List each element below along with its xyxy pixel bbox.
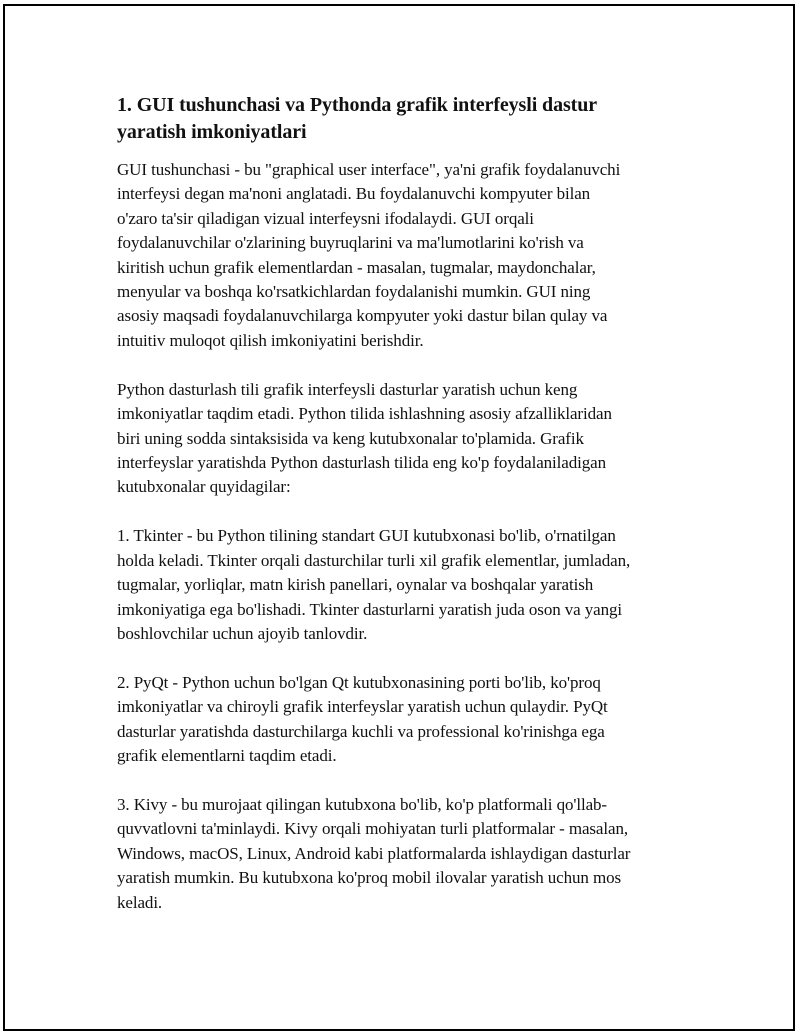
text-line: 3. Kivy - bu murojaat qilingan kutubxona bo'lib, ko'p platformali qo'llab-	[117, 794, 607, 814]
text-line: Windows, macOS, Linux, Android kabi platformalarda ishlaydigan dasturlar	[117, 843, 631, 863]
text-line: grafik elementlarni taqdim etadi.	[117, 746, 337, 766]
paragraph-python-intro	[117, 378, 697, 500]
text-line: asosiy maqsadi foydalanuvchilarga kompyuter yoki dastur bilan qulay va	[117, 306, 608, 326]
paragraph-gui-definition	[117, 158, 697, 353]
section-heading	[117, 92, 697, 146]
text-line: interfeyslar yaratishda Python dasturlash tilida eng ko'p foydalaniladigan	[117, 452, 607, 472]
text-line: kiritish uchun grafik elementlardan - masalan, tugmalar, maydonchalar,	[117, 257, 596, 277]
text-line: 1. Tkinter - bu Python tilining standart GUI kutubxonasi bo'lib, o'rnatilgan	[117, 526, 616, 546]
text-line: menyular va boshqa ko'rsatkichlardan foydalanishi mumkin. GUI ning	[117, 282, 591, 302]
text-line: interfeysi degan ma'noni anglatadi. Bu foydalanuvchi kompyuter bilan	[117, 184, 591, 204]
text-line: dasturlar yaratishda dasturchilarga kuchli va professional ko'rinishga ega	[117, 721, 605, 741]
text-line: GUI tushunchasi - bu "graphical user interface", ya'ni grafik foydalanuvchi	[117, 160, 621, 179]
paragraph-kivy	[117, 793, 697, 915]
document-body	[117, 92, 697, 939]
text-line: intuitiv muloqot qilish imkoniyatini berishdir.	[117, 330, 424, 350]
text-line: holda keladi. Tkinter orqali dasturchilar turli xil grafik elementlar, jumladan,	[117, 550, 631, 570]
text-line: keladi.	[117, 892, 163, 912]
text-line: quvvatlovni ta'minlaydi. Kivy orqali mohiyatan turli platformalar - masalan,	[117, 819, 629, 839]
text-line: imkoniyatlar va chiroyli grafik interfeyslar yaratish uchun qulaydir. PyQt	[117, 697, 608, 717]
text-line: imkoniyatlar taqdim etadi. Python tilida ishlashning asosiy afzalliklaridan	[117, 404, 612, 424]
text-line: imkoniyatiga ega bo'lishadi. Tkinter dasturlarni yaratish juda oson va yangi	[117, 599, 623, 619]
text-line: 2. PyQt - Python uchun bo'lgan Qt kutubxonasining porti bo'lib, ko'proq	[117, 672, 601, 692]
text-line: kutubxonalar quyidagilar:	[117, 477, 291, 497]
text-line: Python dasturlash tili grafik interfeysli dasturlar yaratish uchun keng	[117, 379, 578, 399]
paragraph-pyqt	[117, 671, 697, 769]
text-line: yaratish mumkin. Bu kutubxona ko'proq mobil ilovalar yaratish uchun mos	[117, 868, 622, 888]
text-line: foydalanuvchilar o'zlarining buyruqlarini va ma'lumotlarini ko'rish va	[117, 233, 584, 253]
text-line: biri uning sodda sintaksisida va keng kutubxonalar to'plamida. Grafik	[117, 428, 584, 448]
paragraph-tkinter	[117, 524, 697, 646]
heading-line: 1. GUI tushunchasi va Pythonda grafik interfeysli dastur	[117, 94, 598, 116]
text-line: tugmalar, yorliqlar, matn kirish panellari, oynalar va boshqalar yaratish	[117, 575, 594, 595]
text-line: boshlovchilar uchun ajoyib tanlovdir.	[117, 623, 368, 643]
heading-line: yaratish imkoniyatlari	[117, 121, 307, 143]
text-line: o'zaro ta'sir qiladigan vizual interfeysni ifodalaydi. GUI orqali	[117, 208, 534, 228]
